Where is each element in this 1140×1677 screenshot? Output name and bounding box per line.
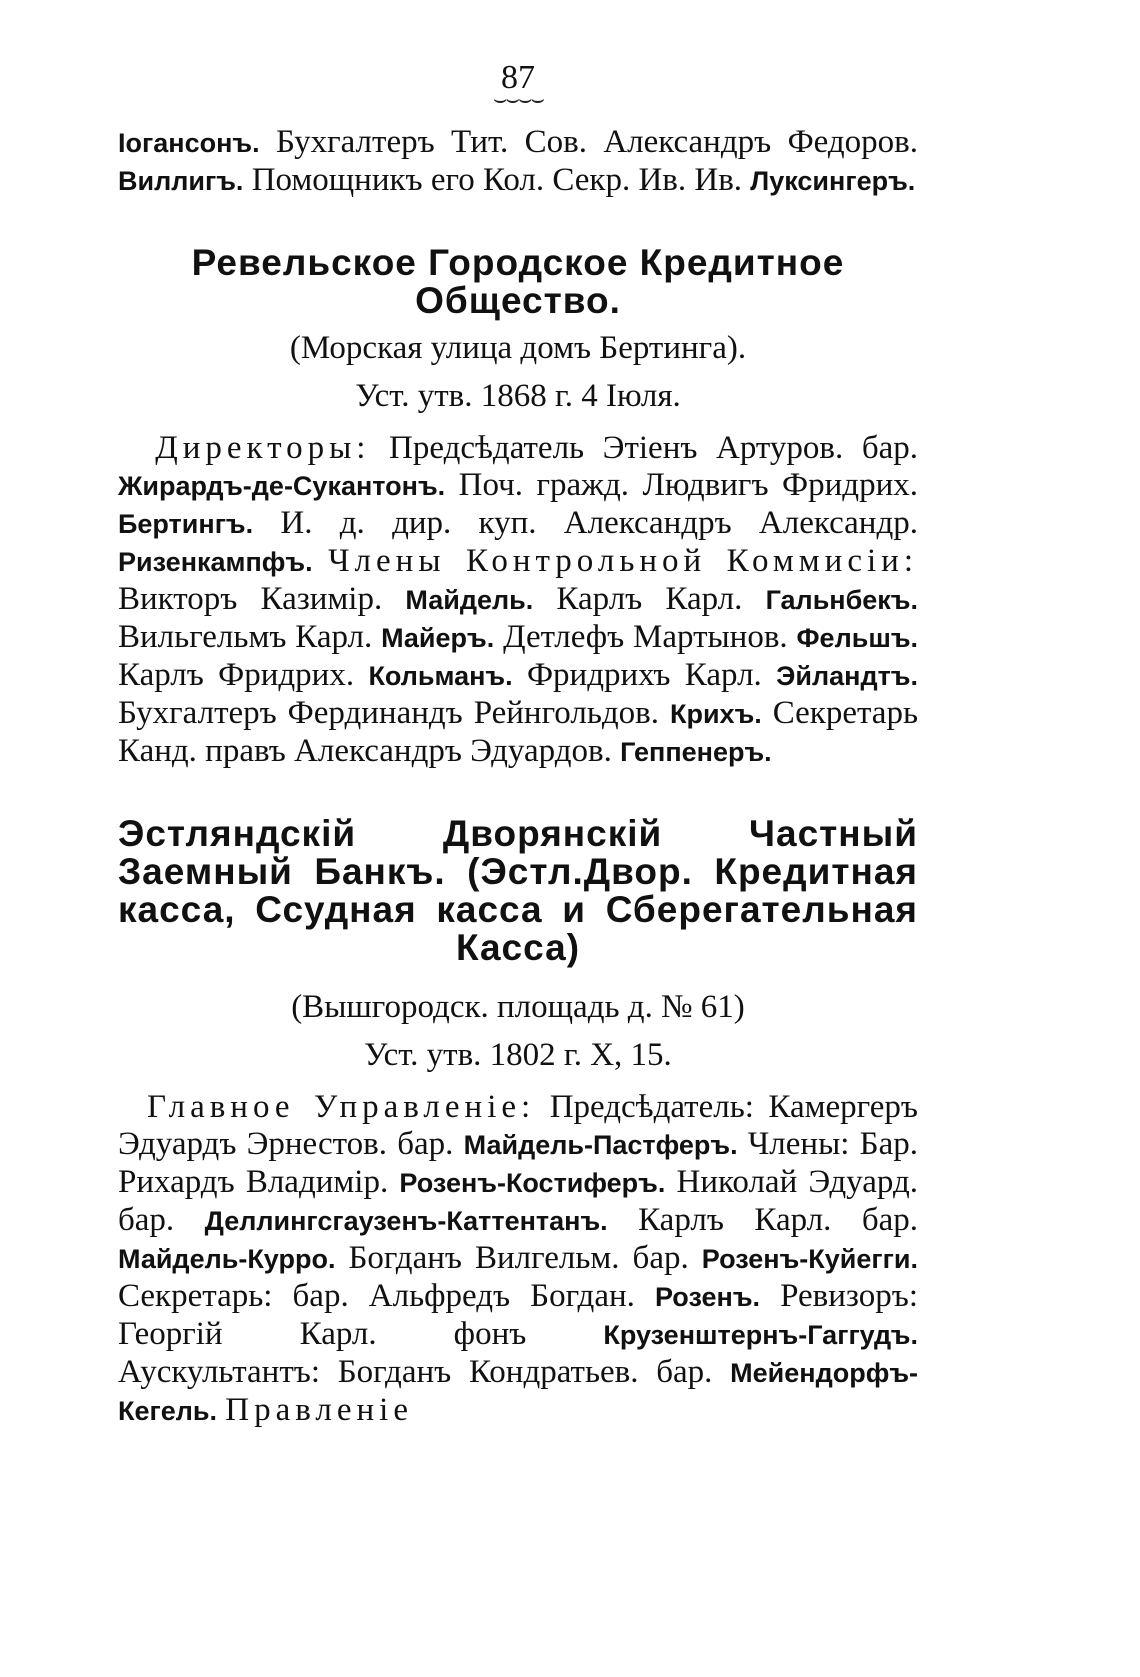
label-spaced: Директоры: — [155, 430, 371, 466]
surname: Виллигъ. — [118, 166, 244, 196]
surname: Мейендорфъ-Кегель. — [118, 1358, 918, 1426]
section1-title: Ревельское Городское Кредитное Общество. — [191, 242, 845, 321]
page-number: 87 — [501, 59, 535, 96]
label-spaced: Главное Управленіе: — [147, 1089, 536, 1125]
section1-statute: Уст. утв. 1868 г. 4 Іюля. — [355, 378, 681, 414]
surname: Ризенкампфъ. — [118, 547, 313, 577]
surname: Іогансонъ. — [118, 128, 260, 158]
surname: Бертингъ. — [118, 509, 254, 539]
surname: Луксингеръ. — [750, 166, 916, 196]
surname: Розенъ-Куйегги. — [701, 1244, 918, 1274]
surname: Майдель. — [405, 585, 534, 615]
surname: Майдель-Курро. — [118, 1244, 336, 1274]
section2-address: (Вышгородск. площадь д. № 61) — [291, 989, 745, 1025]
surname: Эйландтъ. — [776, 661, 918, 691]
section2-title: Эстляндскій Дворянскій Частный Заемный Банкъ. (Эстл.Двор. Кредитная касса, Ссудная касса и Сберегательная Касса) — [118, 813, 918, 968]
surname: Розенъ. — [654, 1282, 761, 1312]
surname: Гальнбекъ. — [765, 585, 918, 615]
section2-paragraph: Главное Управленіе: Предсѣдатель: Камергеръ Эдуардъ Эрнестов. бар. Майдель-Пастферъ. Члены: Бар. Рихардъ Владимір. Розенъ-Костиферъ. Николай Эдуард. бар. Деллингсгаузенъ-Каттентанъ. Карлъ Карл. бар. Майдель-Курро. Богданъ Вилгельм. бар. Розенъ-Куйегги. Секретарь: бар. Альфредъ Богдан. Розенъ. Ревизоръ: Георгій Карл. фонъ Крузенштернъ-Гаггудъ. Аускультантъ: Богданъ Кондратьев. бар. Мейендорфъ-Кегель. Правленіе — [118, 1089, 919, 1428]
surname: Майеръ. — [381, 623, 495, 653]
book-page — [118, 58, 918, 1430]
surname: Жирардъ-де-Сукантонъ. — [118, 471, 446, 501]
surname: Крузенштернъ-Гаггудъ. — [603, 1320, 918, 1350]
surname: Кольманъ. — [368, 661, 513, 691]
label-spaced: Правленіе — [225, 1392, 413, 1428]
label-spaced: Члены Контрольной Коммисіи: — [328, 543, 918, 579]
section2-statute: Уст. утв. 1802 г. X, 15. — [364, 1037, 672, 1073]
surname: Деллингсгаузенъ-Каттентанъ. — [204, 1206, 608, 1236]
surname: Фельшъ. — [796, 623, 919, 653]
section1-paragraph: Директоры: Предсѣдатель Этіенъ Артуров. бар. Жирардъ-де-Сукантонъ. Поч. гражд. Людвигъ Фридрих. Бертингъ. И. д. дир. куп. Александръ Александр. Ризенкампфъ. Члены Контрольной Коммисіи: Викторъ Казимір. Майдель. Карлъ Карл. Гальнбекъ. Вильгельмъ Карл. Майеръ. Детлефъ Мартынов. Фельшъ. Карлъ Фридрих. Кольманъ. Фридрихъ Карл. Эйландтъ. Бухгалтеръ Фердинандъ Рейнгольдов. Крихъ. Секретарь Канд. правъ Александръ Эдуардов. Геппенеръ. — [118, 430, 919, 769]
section1-address: (Морская улица домъ Бертинга). — [289, 330, 747, 366]
ornament-rule: ⌣⌣⌣⌣ — [493, 86, 543, 111]
surname: Майдель-Пастферъ. — [463, 1130, 738, 1160]
surname: Крихъ. — [669, 699, 762, 729]
surname: Геппенеръ. — [620, 737, 772, 767]
intro-paragraph: Іогансонъ. Бухгалтеръ Тит. Сов. Александръ Федоров. Виллигъ. Помощникъ его Кол. Секр. Ив. Ив. Луксингеръ. — [118, 124, 918, 198]
surname: Розенъ-Костиферъ. — [399, 1168, 666, 1198]
